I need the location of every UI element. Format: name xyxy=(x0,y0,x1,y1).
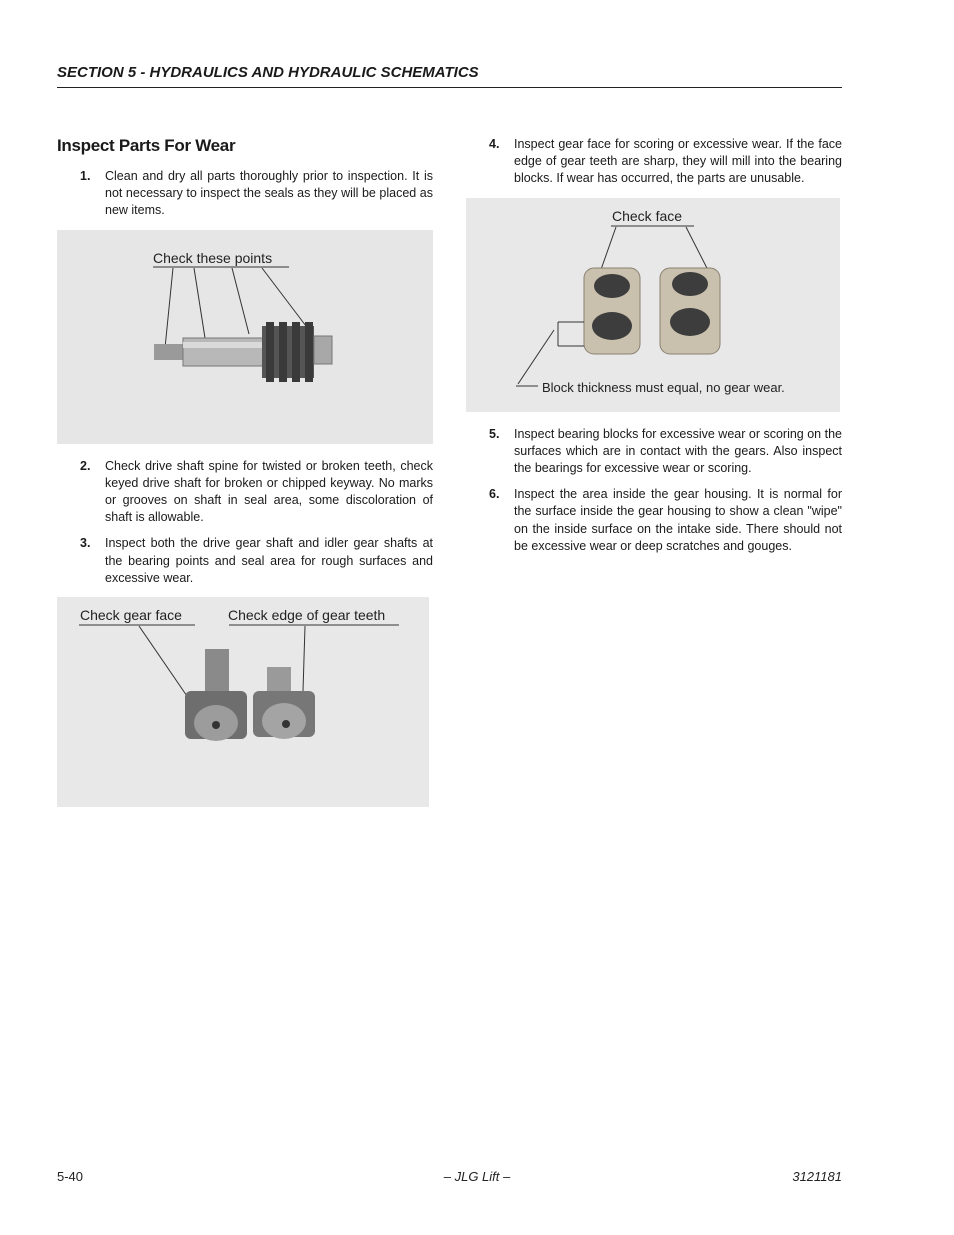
list-item: 2. Check drive shaft spine for twisted or broken teeth, check keyed drive shaft for broken or chipped keyway. No marks or grooves on shaft in seal area, some discoloration of shaft is allowable. xyxy=(80,458,433,525)
footer-brand: – JLG Lift – xyxy=(443,1169,511,1184)
list-item: 4. Inspect gear face for scoring or excessive wear. If the face edge of gear teeth are sharp, they will mill into the bearing blocks. If wear has occurred, the parts are unusable. xyxy=(489,137,842,186)
doc-number: 3121181 xyxy=(792,1169,842,1184)
left-column xyxy=(57,136,433,821)
gear-face-label: Check gear face xyxy=(80,607,182,624)
bearing-blocks-photo xyxy=(466,198,840,412)
page-title: Inspect Parts For Wear xyxy=(57,136,236,155)
list-item: 5. Inspect bearing blocks for excessive wear or scoring on the surfaces which are in contact with the gears. Also inspect the bearings for excessive wear or scoring. xyxy=(489,426,842,476)
block-thickness-label: Block thickness must equal, no gear wear. xyxy=(542,379,785,395)
right-column xyxy=(466,136,842,564)
section-header: SECTION 5 - HYDRAULICS AND HYDRAULIC SCHEMATICS xyxy=(57,64,842,88)
gear-teeth-label: Check edge of gear teeth xyxy=(228,607,386,624)
gears-photo xyxy=(57,597,429,807)
shaft-label: Check these points xyxy=(153,249,273,266)
check-face-label: Check face xyxy=(612,207,683,224)
list-item: 1. Clean and dry all parts thoroughly prior to inspection. It is not necessary to inspect the seals as they will be placed as new items. xyxy=(80,169,433,218)
page-number: 5-40 xyxy=(57,1169,84,1184)
shaft-photo xyxy=(57,230,433,444)
list-item: 6. Inspect the area inside the gear housing. It is normal for the surface inside the gear housing to show a clean "wipe" on the inside surface on the intake side. There should not be excessive wear or deep scratches and gouges. xyxy=(489,487,842,553)
list-item: 3. Inspect both the drive gear shaft and idler gear shafts at the bearing points and seal area for rough surfaces and excessive wear. xyxy=(80,536,433,585)
